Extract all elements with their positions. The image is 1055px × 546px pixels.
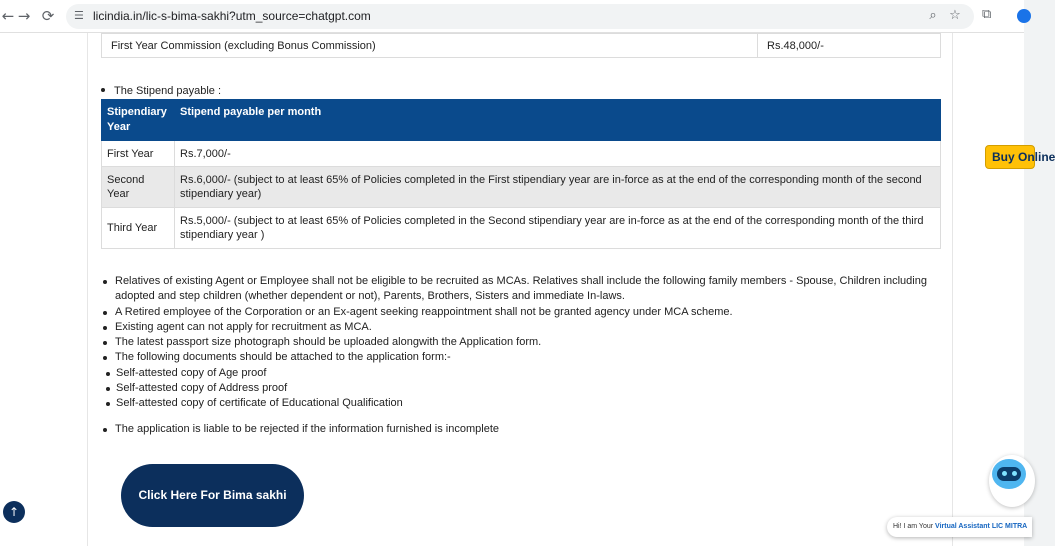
bullet-dot (101, 88, 105, 92)
column-header-stipend: Stipend payable per month (175, 100, 941, 141)
stipend-amount-cell: Rs.5,000/- (subject to at least 65% of Policies completed in the Second stipendiary year are in-force as at the end of the corresponding month of the third stipendiary year ) (175, 208, 941, 249)
document-item (101, 381, 946, 396)
browser-toolbar (0, 0, 1024, 33)
bima-sakhi-apply-button[interactable]: Click Here For Bima sakhi (121, 464, 304, 527)
document-item (101, 396, 946, 411)
document-text: Self-attested copy of Address proof (116, 382, 288, 395)
stipend-year-cell: First Year (102, 141, 175, 167)
profile-avatar[interactable] (1017, 9, 1031, 23)
list-item (101, 305, 946, 320)
assistant-name: Virtual Assistant LIC MITRA (935, 523, 1028, 530)
buy-online-button[interactable]: Buy Online (985, 145, 1035, 169)
commission-table (101, 33, 941, 58)
column-header-year: Stipendiary Year (102, 100, 175, 141)
list-item (101, 274, 946, 305)
robot-face (997, 467, 1021, 481)
bullet-dot (103, 311, 107, 315)
note-text: A Retired employee of the Corporation or an Ex-agent seeking reappointment shall not be granted agency under MCA scheme. (115, 305, 733, 318)
document-item (101, 366, 946, 381)
stipend-table (101, 99, 941, 249)
list-item (101, 350, 946, 365)
assistant-greeting: Hi! I am Your (893, 523, 936, 530)
zoom-icon[interactable]: ⌕ (929, 8, 937, 23)
back-arrow-icon[interactable]: ← (1, 7, 15, 25)
note-text: Relatives of existing Agent or Employee shall not be eligible to be recruited as MCAs. Relatives shall include the following family members - Spouse, Children including adopted and step children (whether dependent or not), Parents, Brothers, Sisters and immediate In-laws. (115, 275, 927, 303)
bullet-dot (106, 402, 110, 406)
eligibility-notes (101, 274, 946, 437)
document-text: Self-attested copy of certificate of Educational Qualification (116, 397, 403, 410)
note-text: Existing agent can not apply for recruitment as MCA. (115, 320, 372, 333)
table-row (102, 167, 941, 208)
commission-label: First Year Commission (excluding Bonus Commission) (102, 34, 758, 58)
url-text[interactable]: licindia.in/lic-s-bima-sakhi?utm_source=chatgpt.com (93, 9, 371, 23)
content-card (87, 33, 953, 546)
virtual-assistant-banner[interactable] (887, 517, 1032, 537)
site-info-icon[interactable]: ☰ (74, 9, 84, 22)
address-bar[interactable] (66, 4, 974, 29)
bullet-dot (103, 356, 107, 360)
list-item (101, 320, 946, 335)
document-text: Self-attested copy of Age proof (116, 366, 267, 379)
spacer (101, 412, 946, 422)
note-text: The following documents should be attached to the application form:- (115, 351, 451, 364)
page-content (0, 33, 1055, 546)
bookmark-star-icon[interactable]: ☆ (949, 8, 961, 23)
table-row (102, 208, 941, 249)
forward-arrow-icon[interactable]: → (17, 7, 31, 25)
robot-eye (1012, 471, 1017, 476)
bullet-dot (106, 387, 110, 391)
table-row (102, 141, 941, 167)
bullet-dot (103, 280, 107, 284)
stipend-year-cell: Second Year (102, 167, 175, 208)
bullet-dot (103, 428, 107, 432)
extensions-icon[interactable]: ⧉ (982, 7, 992, 22)
table-row (102, 34, 941, 58)
stipend-year-cell: Third Year (102, 208, 175, 249)
robot-eye (1002, 471, 1007, 476)
bullet-dot (103, 341, 107, 345)
stipend-amount-cell: Rs.6,000/- (subject to at least 65% of Policies completed in the First stipendiary year are in-force as at the end of the corresponding month of the second stipendiary year) (175, 167, 941, 208)
stipend-amount-cell: Rs.7,000/- (175, 141, 941, 167)
table-header-row (102, 100, 941, 141)
scroll-to-top-icon[interactable]: ↑ (3, 501, 25, 523)
commission-value: Rs.48,000/- (758, 34, 941, 58)
virtual-assistant-launcher[interactable] (985, 451, 1035, 509)
stipend-heading-text: The Stipend payable : (114, 85, 222, 97)
list-item (101, 422, 946, 437)
bullet-dot (103, 326, 107, 330)
reload-icon[interactable]: ⟳ (41, 7, 55, 25)
stipend-heading (101, 85, 221, 97)
note-text: The application is liable to be rejected if the information furnished is incomplete (115, 422, 499, 435)
list-item (101, 335, 946, 350)
bullet-dot (106, 372, 110, 376)
note-text: The latest passport size photograph should be uploaded alongwith the Application form. (115, 336, 542, 349)
